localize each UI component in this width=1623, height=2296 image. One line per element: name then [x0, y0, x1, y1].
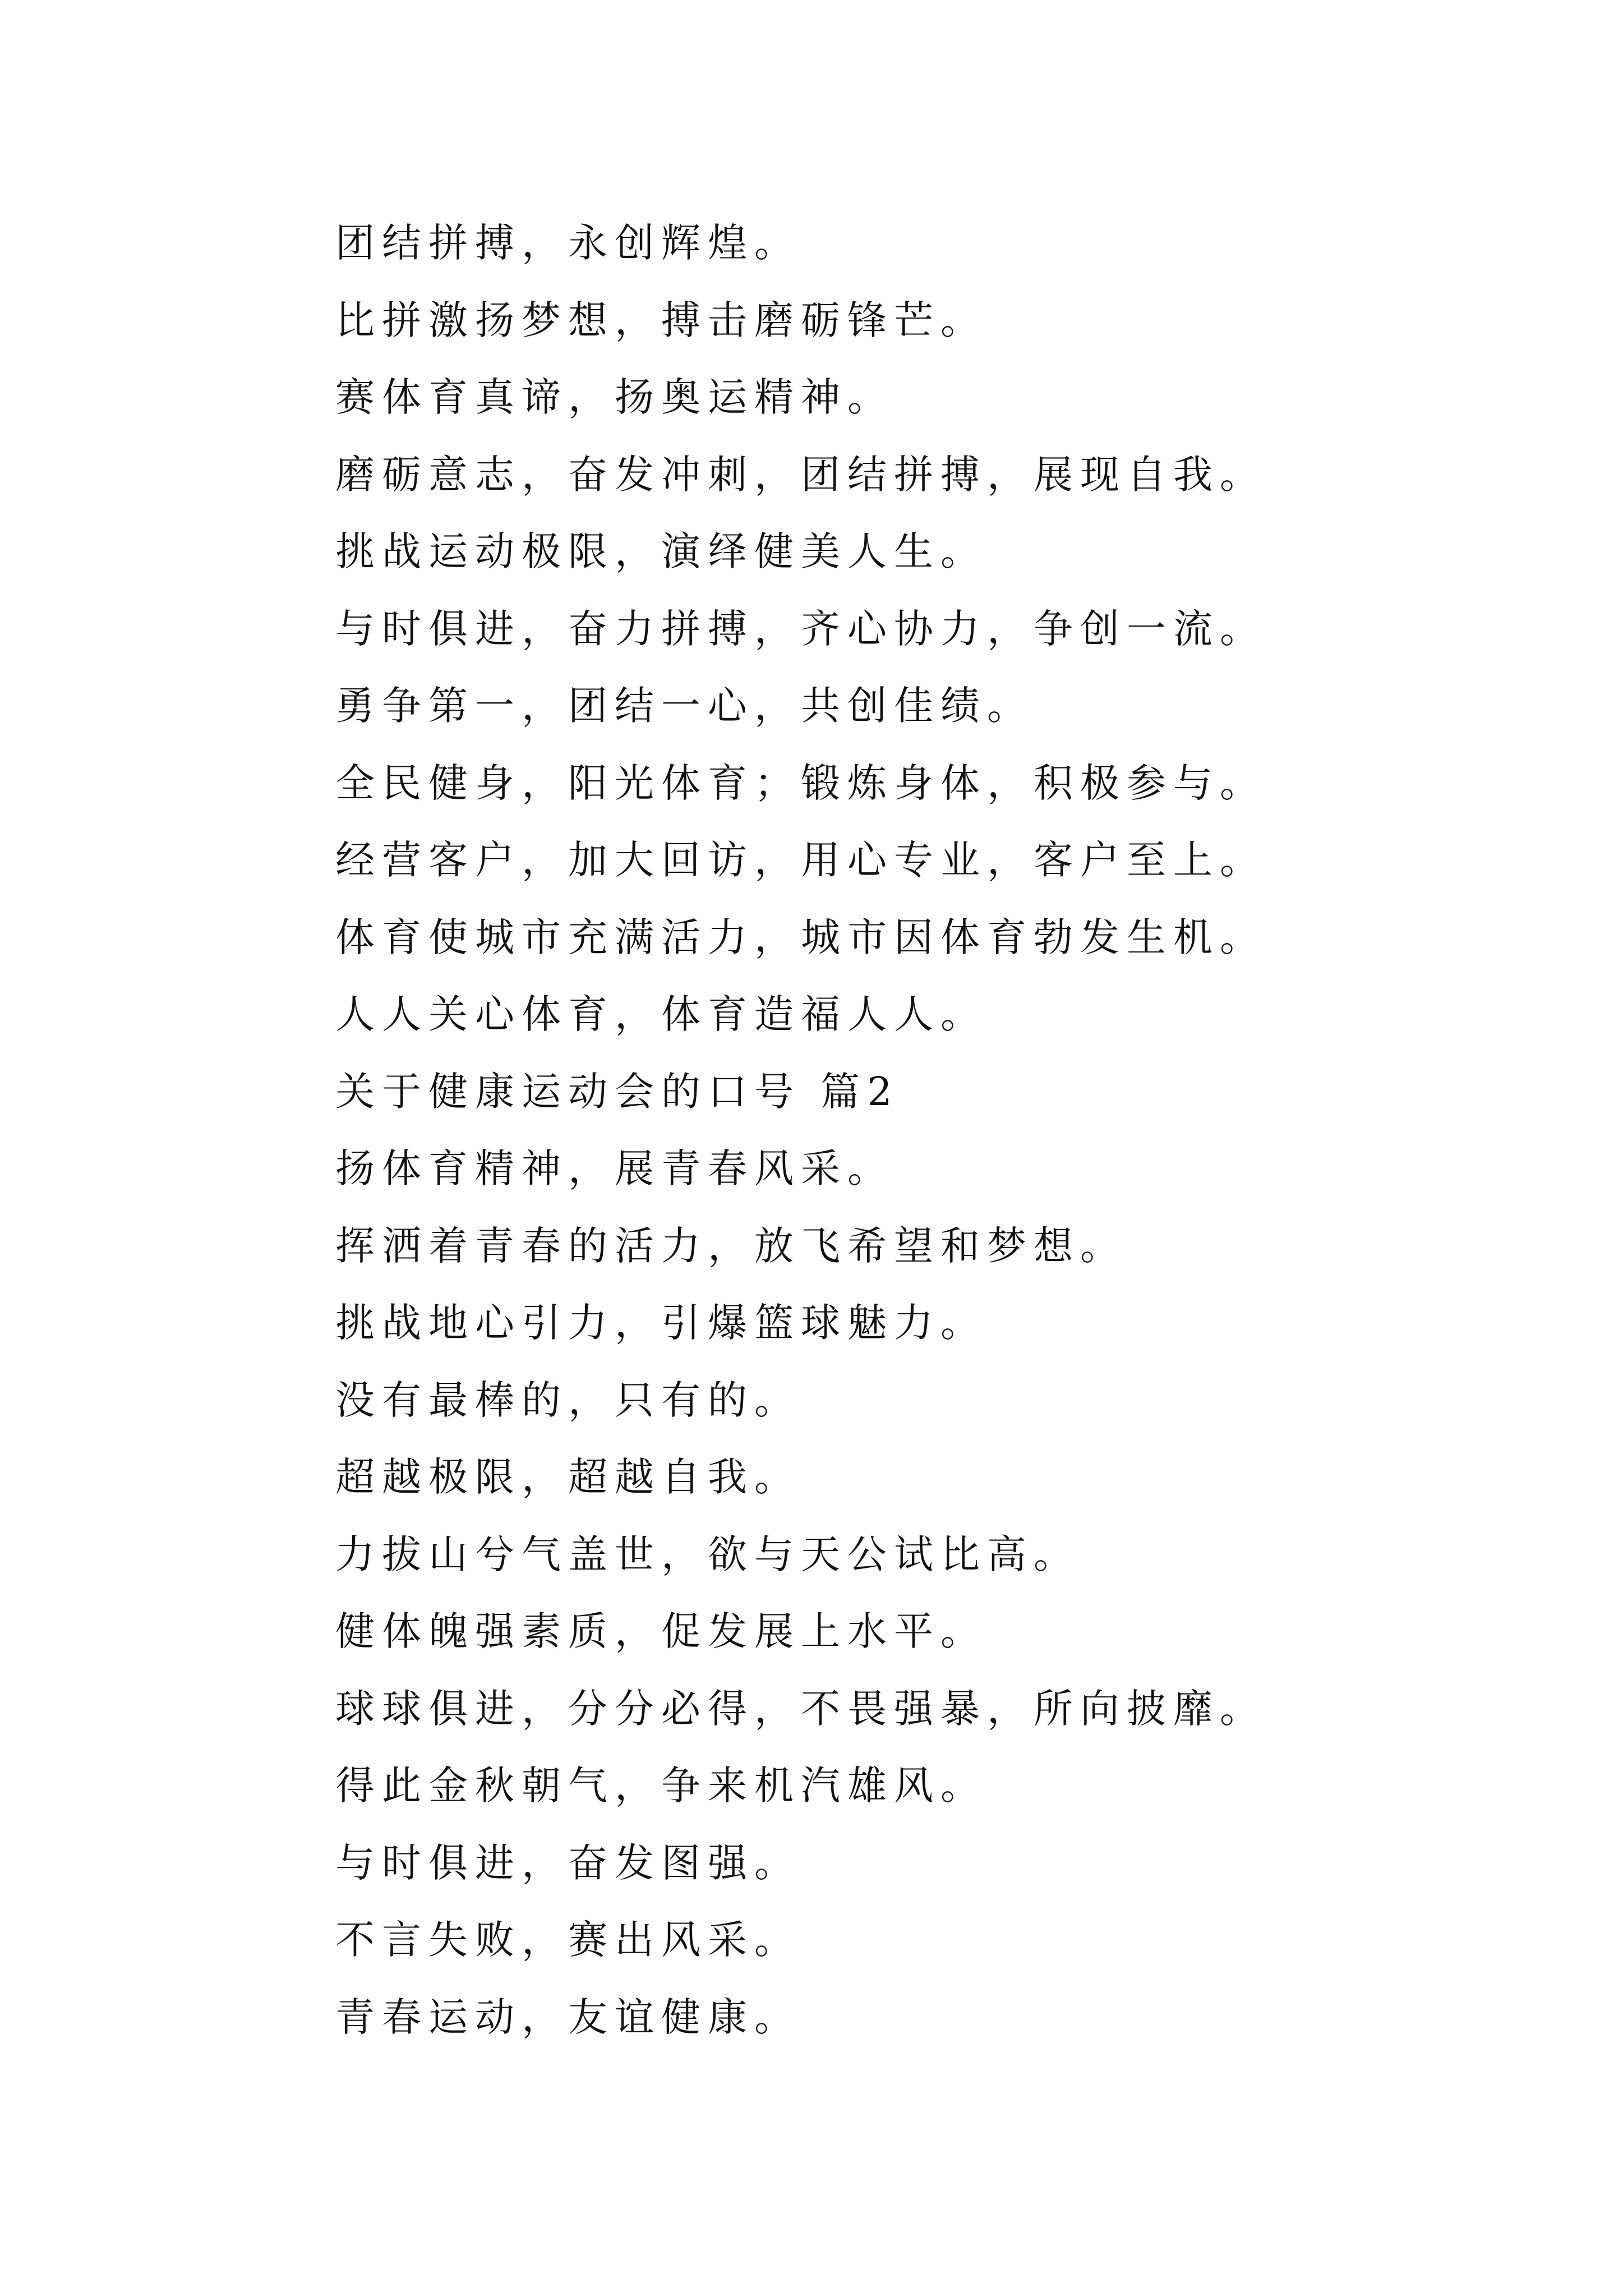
text-line: 挥洒着青春的活力，放飞希望和梦想。 [335, 1222, 1127, 1269]
text-line: 不言失败，赛出风采。 [335, 1917, 801, 1963]
text-line: 经营客户，加大回访，用心专业，客户至上。 [335, 837, 1266, 883]
text-line: 比拼激扬梦想，搏击磨砺锋芒。 [335, 297, 987, 343]
text-line: 挑战运动极限，演绎健美人生。 [335, 528, 987, 574]
text-line: 扬体育精神，展青春风采。 [335, 1145, 894, 1191]
text-line: 青春运动，友谊健康。 [335, 1994, 801, 2040]
text-line: 挑战地心引力，引爆篮球魅力。 [335, 1300, 987, 1346]
text-line: 没有最棒的，只有的。 [335, 1377, 801, 1423]
text-line: 体育使城市充满活力，城市因体育勃发生机。 [335, 914, 1266, 960]
text-line: 人人关心体育，体育造福人人。 [335, 991, 987, 1037]
text-line: 球球俱进，分分必得，不畏强暴，所向披靡。 [335, 1685, 1266, 1732]
text-line: 与时俱进，奋力拼搏，齐心协力，争创一流。 [335, 605, 1266, 652]
text-line: 与时俱进，奋发图强。 [335, 1839, 801, 1886]
text-line: 赛体育真谛，扬奥运精神。 [335, 374, 894, 420]
text-line: 健体魄强素质，促发展上水平。 [335, 1608, 987, 1654]
section-heading: 关于健康运动会的口号 篇2 [335, 1068, 900, 1115]
text-body [335, 205, 1569, 2056]
text-line: 磨砺意志，奋发冲刺，团结拼搏，展现自我。 [335, 451, 1266, 498]
text-line: 力拔山兮气盖世，欲与天公试比高。 [335, 1531, 1080, 1577]
text-line: 勇争第一，团结一心，共创佳绩。 [335, 683, 1034, 729]
text-line: 全民健身，阳光体育；锻炼身体，积极参与。 [335, 760, 1266, 806]
text-line: 得此金秋朝气，争来机汽雄风。 [335, 1763, 987, 1809]
text-line: 团结拼搏，永创辉煌。 [335, 220, 801, 266]
text-line: 超越极限，超越自我。 [335, 1454, 801, 1500]
